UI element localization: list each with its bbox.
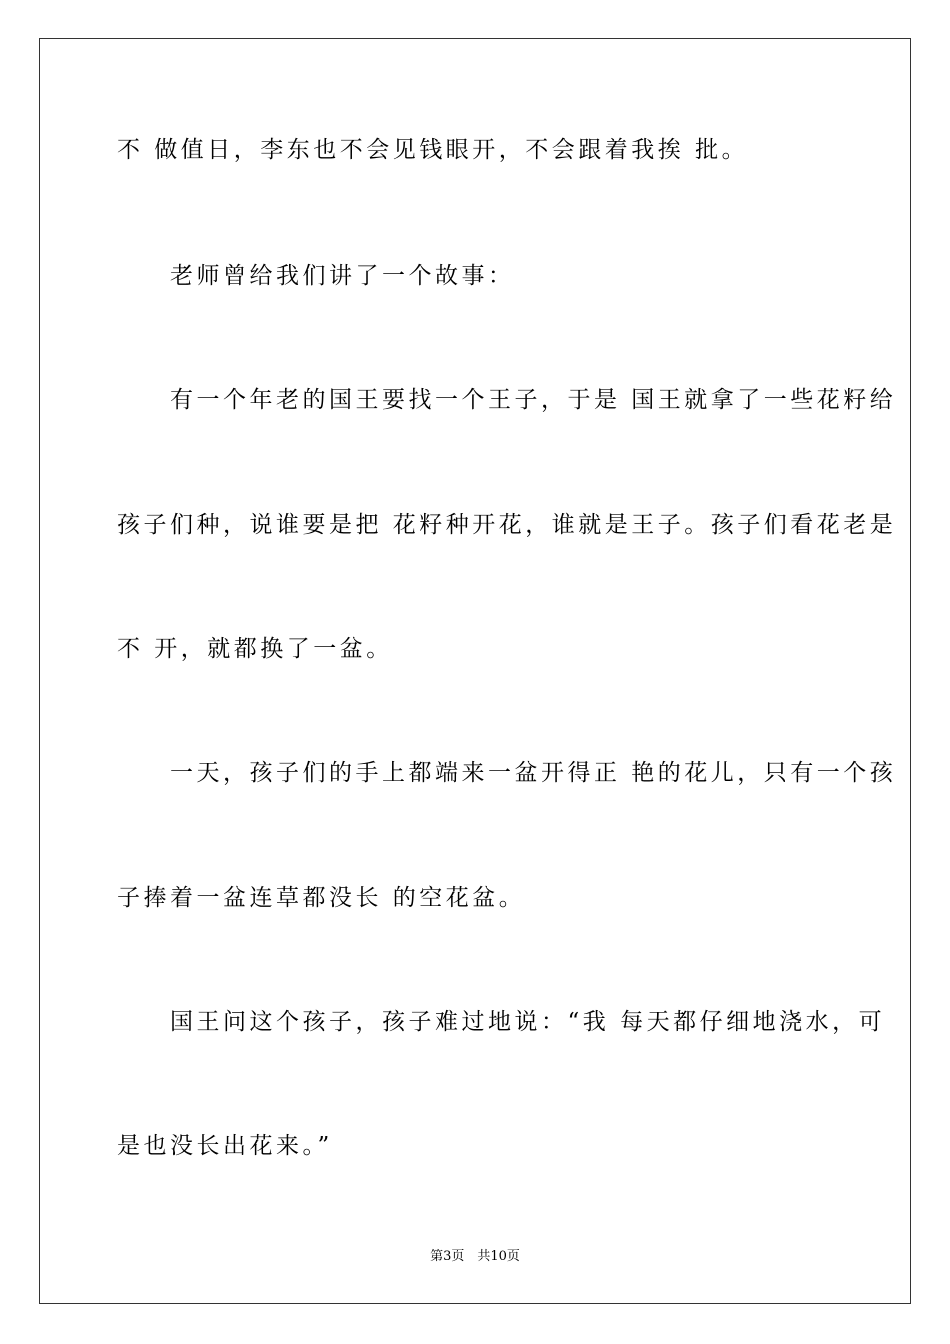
text-line-6: 一天，孩子们的手上都端来一盆开得正 艳的花儿，只有一个孩 bbox=[117, 760, 897, 786]
text-line-3: 有一个年老的国王要找一个王子，于是 国王就拿了一些花籽给 bbox=[117, 387, 897, 413]
page-number: 第3页 共10页 bbox=[430, 1249, 520, 1264]
text-line-2: 老师曾给我们讲了一个故事： bbox=[117, 263, 515, 289]
text-line-5: 不 开，就都换了一盆。 bbox=[117, 636, 393, 662]
text-line-4: 孩子们种，说谁要是把 花籽种开花，谁就是王子。孩子们看花老是 bbox=[117, 512, 897, 538]
text-line-1: 不 做值日，李东也不会见钱眼开，不会跟着我挨 批。 bbox=[117, 137, 749, 163]
text-line-9: 是也没长出花来。” bbox=[117, 1133, 333, 1159]
text-line-7: 子捧着一盆连草都没长 的空花盆。 bbox=[117, 885, 526, 911]
page-border bbox=[39, 38, 911, 1304]
text-line-8: 国王问这个孩子，孩子难过地说：“我 每天都仔细地浇水，可 bbox=[117, 1009, 886, 1035]
